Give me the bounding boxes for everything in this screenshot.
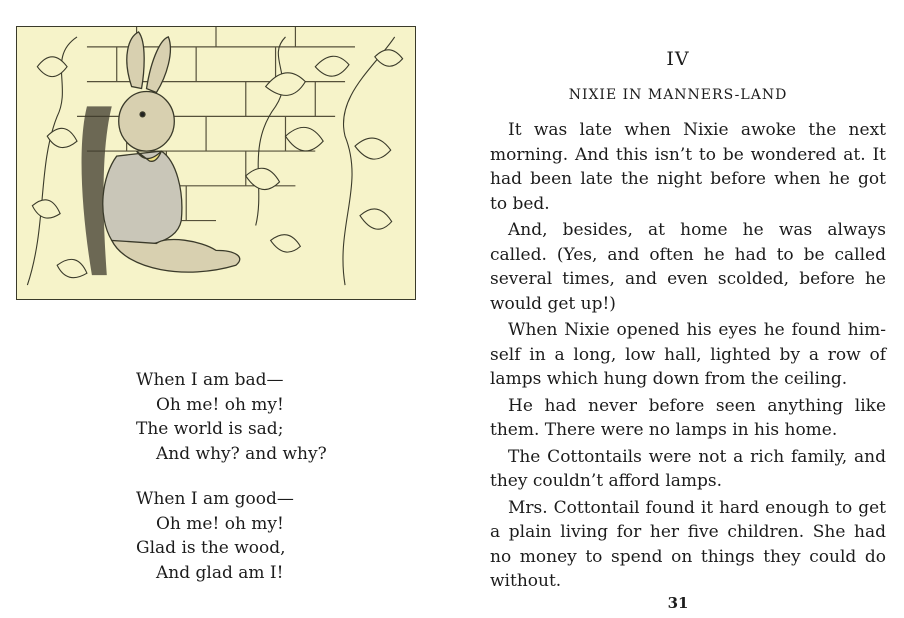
poem-stanza-1: [136, 368, 327, 466]
right-page: [452, 0, 904, 618]
chapter-number: IV: [666, 48, 690, 70]
chapter-body: [490, 118, 886, 596]
poem-stanza-2: [136, 487, 327, 585]
poem-line: And why? and why?: [156, 443, 327, 464]
poem: [136, 368, 327, 606]
poem-line: And glad am I!: [156, 562, 284, 583]
rabbit-illustration: [16, 26, 416, 300]
poem-line: Glad is the wood,: [136, 538, 286, 558]
paragraph: Mrs. Cottontail found it hard enough to get a plain living for her five children. She had no money to spend on things they could do without.: [490, 497, 886, 591]
poem-line: When I am good—: [136, 489, 294, 509]
poem-line: Oh me! oh my!: [156, 394, 284, 415]
poem-line: The world is sad;: [136, 419, 284, 439]
paragraph: When Nixie opened his eyes he found him-self in a long, low hall, lighted by a row of lamps which hung down from the ceiling.: [490, 320, 886, 389]
poem-line: When I am bad—: [136, 370, 284, 390]
paragraph: And, besides, at home he was always called. (Yes, and often he had to be called several times, and even scolded, before he would get up!): [490, 220, 886, 314]
rabbit: [103, 32, 240, 272]
poem-line: Oh me! oh my!: [156, 513, 284, 534]
paragraph: He had never before seen anything like them. There were no lamps in his home.: [490, 395, 886, 440]
rabbit-drawing: [17, 27, 415, 299]
chapter-title: NIXIE IN MANNERS-LAND: [568, 87, 788, 103]
page-number: 31: [667, 594, 689, 612]
paragraph: The Cottontails were not a rich family, and they couldn’t afford lamps.: [490, 446, 886, 491]
paragraph: It was late when Nixie awoke the next morning. And this isn’t to be wondered at. It had been late the night before when he got to bed.: [490, 120, 886, 214]
